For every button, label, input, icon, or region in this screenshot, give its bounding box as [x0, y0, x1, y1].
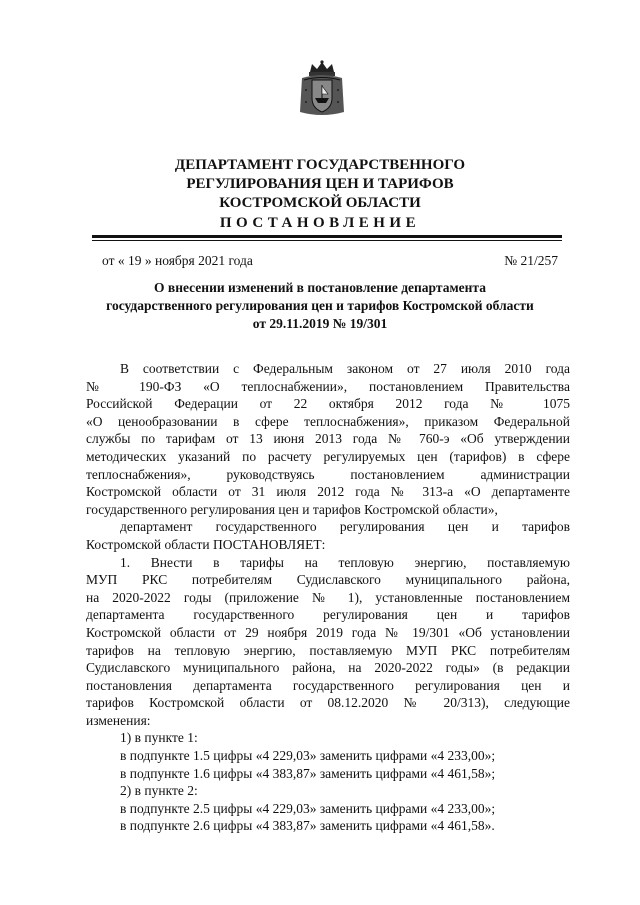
- header-divider-thin: [92, 240, 562, 241]
- body-line: № 190-ФЗ «О теплоснабжении», постановлением Правительства: [86, 378, 570, 394]
- header-divider-thick: [92, 235, 562, 238]
- body-line: 2) в пункте 2:: [120, 783, 198, 799]
- document-subject: [0, 279, 640, 333]
- body-line: в подпункте 2.6 цифры «4 383,87» заменить цифрами «4 461,58».: [120, 818, 495, 834]
- body-line: методических указаний по расчету регулируемых цен (тарифов) в сфере: [86, 448, 570, 464]
- body-line: тарифов на тепловую энергию, поставляемую МУП РКС потребителям: [86, 642, 570, 658]
- body-line: в подпункте 2.5 цифры «4 229,03» заменить цифрами «4 233,00»;: [120, 800, 496, 816]
- kostroma-oblast-coat-of-arms-icon: [298, 60, 346, 118]
- body-line: государственного регулирования цен и тарифов Костромской области»,: [86, 501, 498, 517]
- document-date: от « 19 » ноября 2021 года: [102, 253, 253, 268]
- body-line: 1) в пункте 1:: [120, 730, 198, 746]
- body-line: Российской Федерации от 22 октября 2012 года № 1075: [86, 396, 570, 412]
- body-line: Костромской области от 31 июля 2012 года № 313-а «О департаменте: [86, 484, 570, 500]
- body-line: изменения:: [86, 712, 151, 728]
- body-line: тарифов Костромской области от 08.12.2020 № 20/313), следующие: [86, 695, 570, 711]
- body-line: на 2020-2022 годы (приложение № 1), установленные постановлением: [86, 589, 570, 605]
- body-line: Судиславского муниципального района, на 2020-2022 годы» (в редакции: [86, 660, 570, 676]
- body-line: Костромской области от 29 ноября 2019 года № 19/301 «Об установлении: [86, 624, 570, 640]
- department-line: РЕГУЛИРОВАНИЯ ЦЕН И ТАРИФОВ: [186, 176, 454, 192]
- document-number: № 21/257: [504, 253, 558, 268]
- subject-line: государственного регулирования цен и тарифов Костромской области: [106, 298, 534, 313]
- body-line: департамента государственного регулирования цен и тарифов: [86, 607, 570, 623]
- body-line: службы по тарифам от 13 июня 2013 года № 760-э «Об утверждении: [86, 431, 570, 447]
- body-line: в подпункте 1.6 цифры «4 383,87» заменить цифрами «4 461,58»;: [120, 765, 496, 781]
- body-line: «О ценообразовании в сфере теплоснабжения», приказом Федеральной: [86, 413, 570, 429]
- body-line: теплоснабжения», руководствуясь постановлением администрации: [86, 466, 570, 482]
- subject-line: О внесении изменений в постановление департамента: [154, 280, 486, 295]
- body-line: департамент государственного регулирования цен и тарифов: [120, 519, 570, 535]
- document-type-title: ПОСТАНОВЛЕНИЕ: [219, 215, 421, 231]
- body-line: Костромской области ПОСТАНОВЛЯЕТ:: [86, 536, 326, 552]
- department-line: ДЕПАРТАМЕНТ ГОСУДАРСТВЕННОГО: [174, 157, 466, 173]
- department-name: [0, 156, 640, 213]
- body-line: постановления департамента государственного регулирования цен и: [86, 677, 570, 693]
- document-body: [86, 360, 570, 835]
- subject-line: от 29.11.2019 № 19/301: [252, 316, 388, 331]
- department-line: КОСТРОМСКОЙ ОБЛАСТИ: [219, 195, 421, 211]
- body-line: в подпункте 1.5 цифры «4 229,03» заменить цифрами «4 233,00»;: [120, 748, 496, 764]
- body-line: МУП РКС потребителям Судиславского муниципального района,: [86, 572, 570, 588]
- body-line: 1. Внести в тарифы на тепловую энергию, поставляемую: [120, 554, 570, 570]
- body-line: В соответствии с Федеральным законом от 27 июля 2010 года: [120, 361, 570, 376]
